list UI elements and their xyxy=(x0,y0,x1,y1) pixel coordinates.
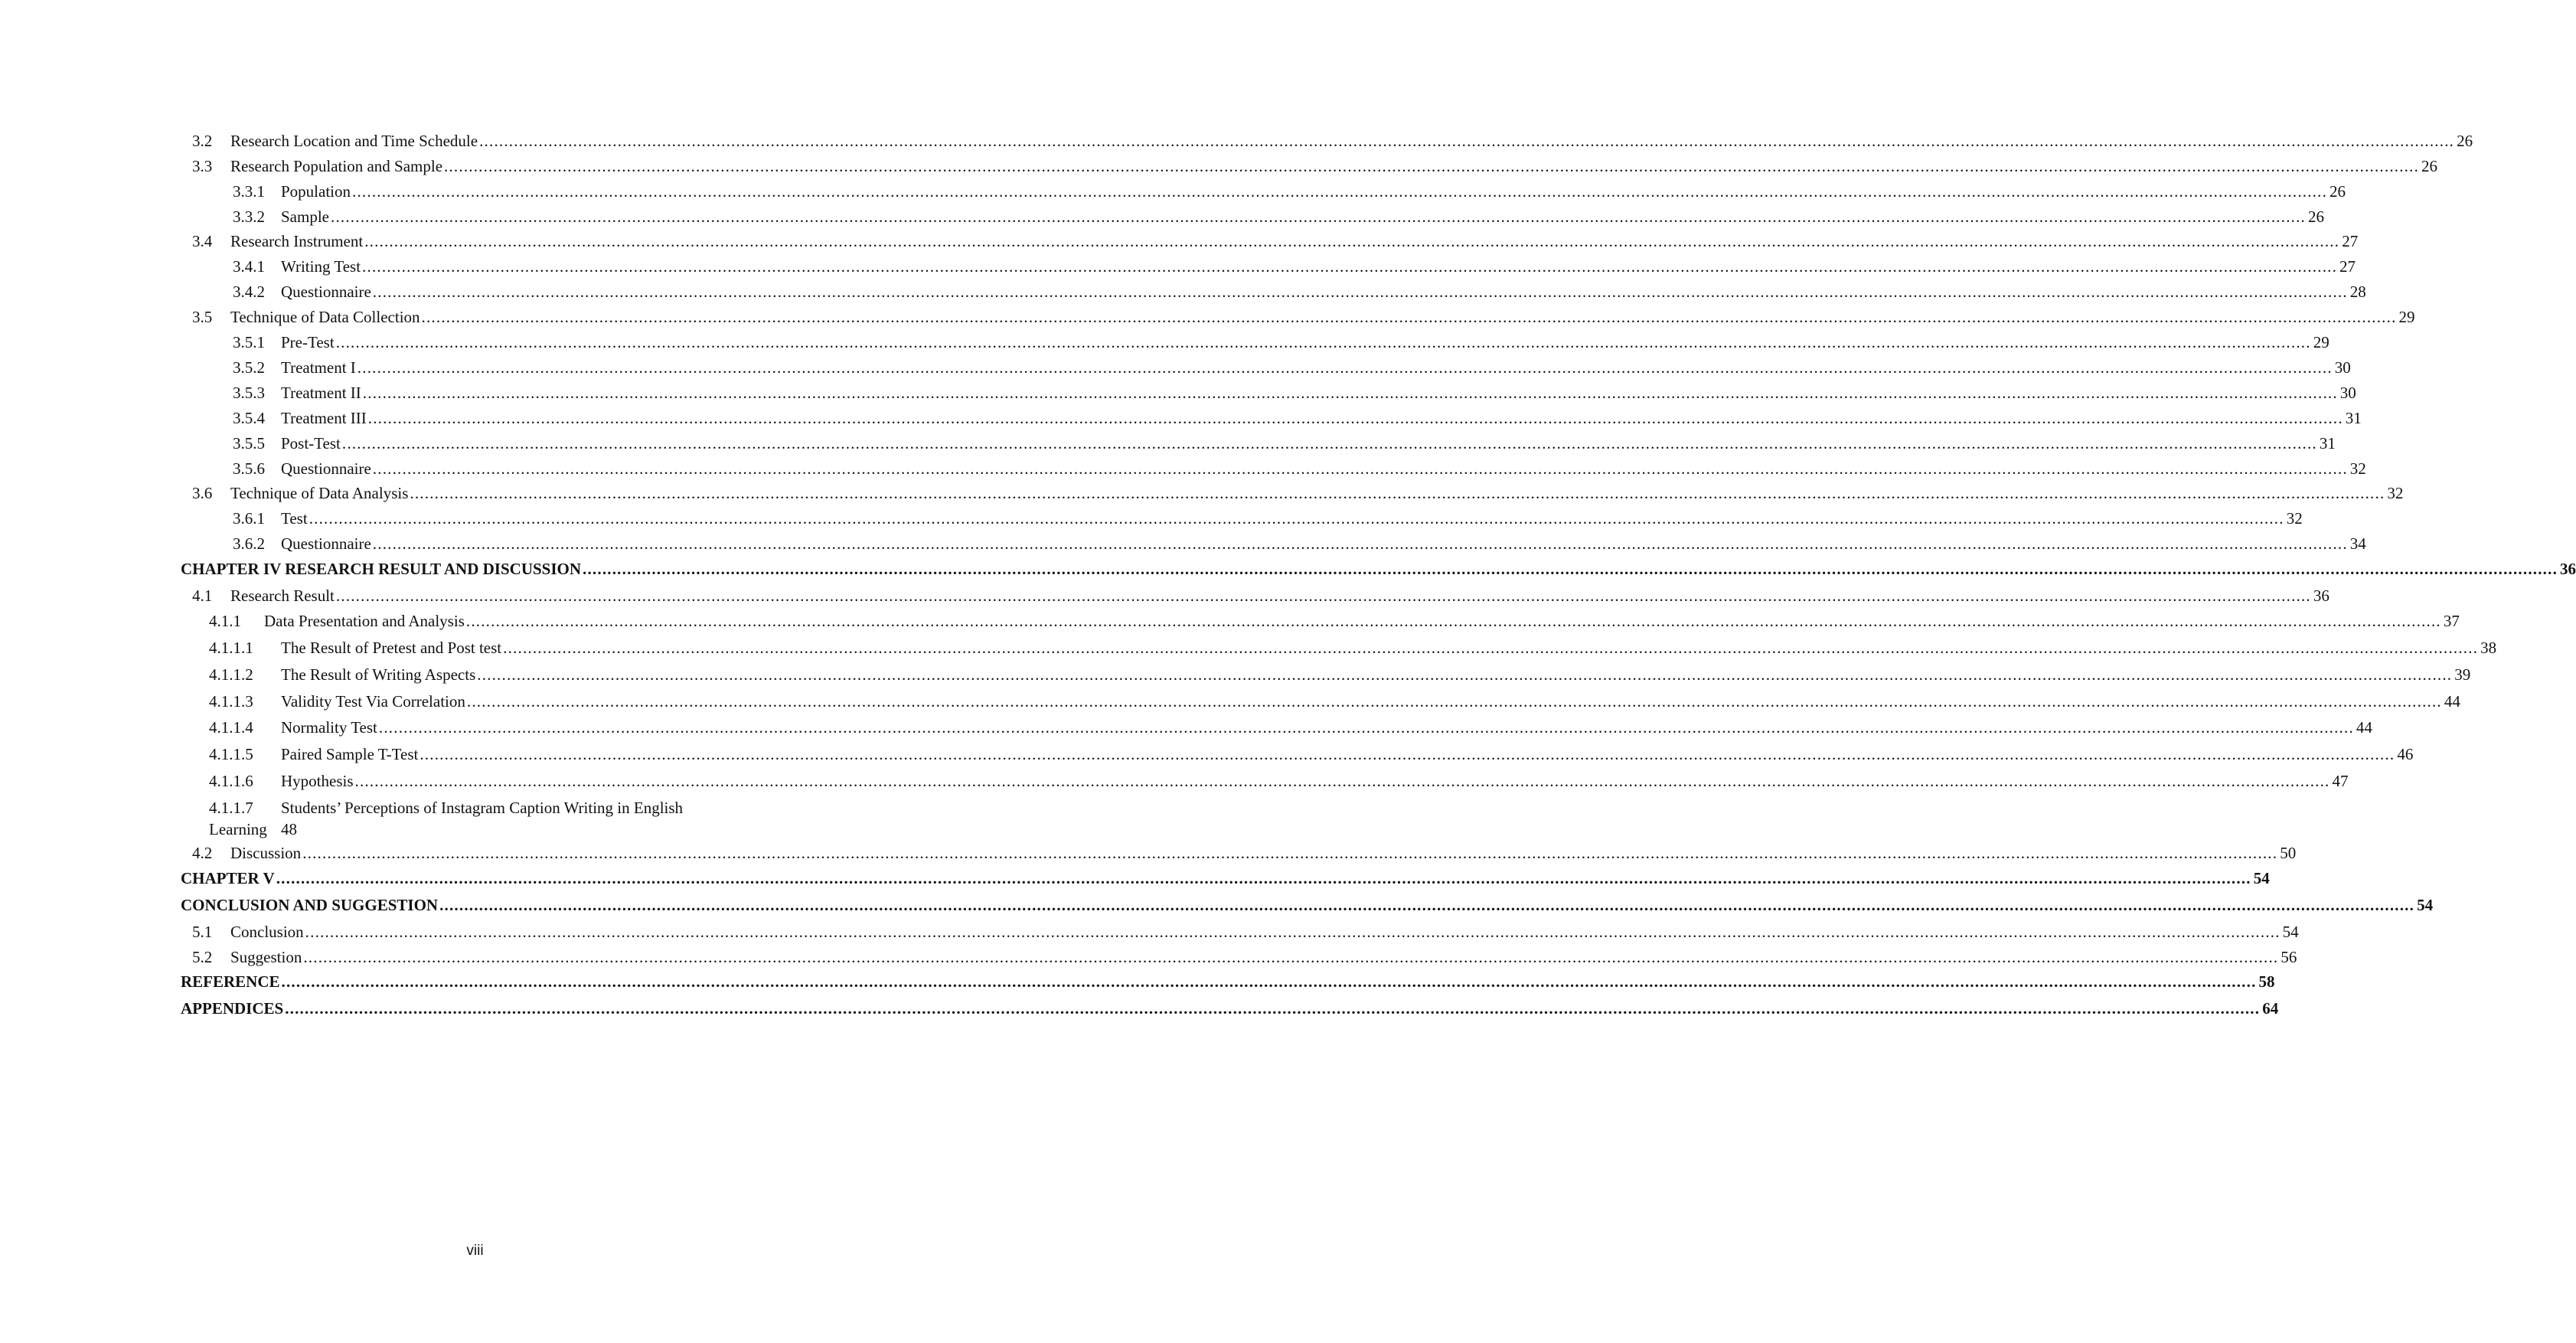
toc-entry[interactable] xyxy=(181,256,2356,277)
toc-entry-line xyxy=(281,508,2303,529)
toc-entry[interactable] xyxy=(181,921,2299,943)
toc-entry-number: 3.3 xyxy=(192,157,213,175)
toc-entry-title: CHAPTER V xyxy=(181,869,275,887)
toc-entry[interactable] xyxy=(181,797,810,840)
toc-entry-page: 27 xyxy=(2339,257,2356,276)
toc-entry-line xyxy=(230,482,2404,504)
toc-entry-title: Students’ Perceptions of Instagram Caption Writing in English xyxy=(281,799,684,817)
toc-entry-title: Test xyxy=(281,509,308,528)
toc-entry-title: REFERENCE xyxy=(181,972,280,991)
toc-entry-title: Questionnaire xyxy=(281,459,371,478)
toc-entry-page: 30 xyxy=(2334,358,2351,377)
toc-entry-number: 3.5.1 xyxy=(233,333,265,351)
toc-entry-title: Questionnaire xyxy=(281,283,371,301)
toc-entry-number: 3.6.2 xyxy=(233,534,265,553)
toc-entry-title: Population xyxy=(281,182,351,201)
dot-leader: ................................................................................................................................................................................................................................................................................................................................................................................................................ xyxy=(309,509,2284,528)
toc-entry[interactable] xyxy=(181,998,2279,1019)
dot-leader: ................................................................................................................................................................................................................................................................................................................................................................................................................ xyxy=(503,639,2479,657)
toc-entry-page: 30 xyxy=(2339,384,2356,402)
toc-entry-title: Conclusion xyxy=(230,923,304,941)
toc-entry-page: 28 xyxy=(2349,283,2366,301)
toc-entry-title: Research Instrument xyxy=(230,232,364,250)
toc-entry-number: 4.1.1.2 xyxy=(209,665,253,684)
dot-leader: ................................................................................................................................................................................................................................................................................................................................................................................................................ xyxy=(372,459,2348,478)
toc-entry[interactable] xyxy=(181,407,2362,429)
toc-entry-line xyxy=(181,971,2275,992)
toc-entry-number: 3.5.3 xyxy=(233,384,265,402)
toc-entry-title: Research Result xyxy=(230,587,335,605)
toc-entry-line xyxy=(230,155,2438,177)
toc-entry-page: 58 xyxy=(2258,972,2275,991)
toc-entry-title: Validity Test Via Correlation xyxy=(281,692,465,711)
toc-entry-page: 34 xyxy=(2349,534,2366,553)
dot-leader: ................................................................................................................................................................................................................................................................................................................................................................................................................ xyxy=(362,257,2338,276)
toc-entry-number: 3.4.1 xyxy=(233,257,265,276)
dot-leader: ................................................................................................................................................................................................................................................................................................................................................................................................................ xyxy=(583,560,2558,578)
toc-entry-page: 54 xyxy=(2253,869,2270,887)
toc-entry-title: Discussion xyxy=(230,844,302,862)
dot-leader: ................................................................................................................................................................................................................................................................................................................................................................................................................ xyxy=(362,384,2338,402)
toc-entry-line xyxy=(281,256,2356,277)
dot-leader: ................................................................................................................................................................................................................................................................................................................................................................................................................ xyxy=(410,484,2385,502)
toc-entry-line xyxy=(181,868,2270,889)
toc-entry-number: 4.1 xyxy=(192,587,213,605)
toc-entry[interactable] xyxy=(181,306,2415,328)
dot-leader: ................................................................................................................................................................................................................................................................................................................................................................................................................ xyxy=(276,869,2251,887)
dot-leader: ................................................................................................................................................................................................................................................................................................................................................................................................................ xyxy=(331,207,2306,226)
toc-entry-line xyxy=(230,585,2330,606)
toc-entry-title: Sample xyxy=(281,207,329,226)
toc-entry-page: 32 xyxy=(2387,484,2404,502)
toc-entry[interactable] xyxy=(181,868,2270,889)
toc-entry-line xyxy=(281,664,2471,685)
toc-entry-line xyxy=(281,717,2372,738)
toc-entry[interactable] xyxy=(181,743,2414,765)
toc-entry-page: 31 xyxy=(2319,434,2336,453)
toc-entry-page: 32 xyxy=(2349,459,2366,478)
dot-leader: ................................................................................................................................................................................................................................................................................................................................................................................................................ xyxy=(303,948,2279,966)
toc-entry-line xyxy=(181,998,2279,1019)
toc-entry-number: 3.6 xyxy=(192,484,213,502)
toc-entry-page: 44 xyxy=(2444,692,2460,711)
dot-leader: ................................................................................................................................................................................................................................................................................................................................................................................................................ xyxy=(364,232,2340,250)
toc-entry-number: 4.1.1.4 xyxy=(209,718,253,737)
toc-entry-page: 54 xyxy=(2417,896,2434,914)
toc-entry-title: Suggestion xyxy=(230,948,302,966)
dot-leader: ................................................................................................................................................................................................................................................................................................................................................................................................................ xyxy=(281,972,2257,991)
toc-entry-line xyxy=(281,637,2497,658)
toc-entry[interactable] xyxy=(181,130,2473,152)
toc-entry-title: Hypothesis xyxy=(281,772,354,790)
toc-entry-number: 5.2 xyxy=(192,948,213,966)
toc-entry[interactable] xyxy=(181,533,2366,554)
dot-leader: ................................................................................................................................................................................................................................................................................................................................................................................................................ xyxy=(466,692,2442,711)
toc-entry-title: CHAPTER IV RESEARCH RESULT AND DISCUSSION xyxy=(181,560,582,578)
toc-entry-line xyxy=(281,357,2351,378)
toc-entry[interactable] xyxy=(181,332,2330,353)
toc-entry[interactable] xyxy=(181,842,2297,864)
toc-entry[interactable] xyxy=(181,717,2372,738)
toc-entry-page: 27 xyxy=(2342,232,2359,250)
dot-leader: ................................................................................................................................................................................................................................................................................................................................................................................................................ xyxy=(420,745,2395,763)
dot-leader: ................................................................................................................................................................................................................................................................................................................................................................................................................ xyxy=(421,308,2397,326)
toc-entry[interactable] xyxy=(181,206,2324,227)
dot-leader: ................................................................................................................................................................................................................................................................................................................................................................................................................ xyxy=(477,665,2453,684)
toc-entry-line xyxy=(281,458,2366,479)
toc-entry-title: The Result of Writing Aspects xyxy=(281,665,476,684)
toc-entry-page: 32 xyxy=(2286,509,2303,528)
toc-entry-page: 26 xyxy=(2457,132,2473,150)
toc-entry[interactable] xyxy=(181,558,2576,580)
toc-entry-title: Data Presentation and Analysis xyxy=(264,612,465,630)
toc-entry-number: 3.3.2 xyxy=(233,207,265,226)
toc-entry-title: Treatment I xyxy=(281,358,356,377)
toc-entry-page: 48 xyxy=(281,820,297,838)
toc-entry-number: 5.1 xyxy=(192,923,213,941)
dot-leader: ................................................................................................................................................................................................................................................................................................................................................................................................................ xyxy=(354,772,2330,790)
toc-entry-title: CONCLUSION AND SUGGESTION xyxy=(181,896,439,914)
toc-entry-line xyxy=(281,691,2460,712)
toc-entry-title: APPENDICES xyxy=(181,999,284,1018)
toc-entry-title: Technique of Data Analysis xyxy=(230,484,409,502)
toc-entry-title: Treatment II xyxy=(281,384,361,402)
dot-leader: ................................................................................................................................................................................................................................................................................................................................................................................................................ xyxy=(479,132,2455,150)
toc-entry[interactable] xyxy=(181,458,2366,479)
dot-leader: ................................................................................................................................................................................................................................................................................................................................................................................................................ xyxy=(439,896,2415,914)
toc-entry[interactable] xyxy=(181,691,2460,712)
toc-entry-line xyxy=(281,743,2414,765)
dot-leader: ................................................................................................................................................................................................................................................................................................................................................................................................................ xyxy=(372,283,2348,301)
toc-entry[interactable] xyxy=(181,770,2349,792)
toc-entry-title: Treatment III xyxy=(281,409,367,427)
dot-leader: ................................................................................................................................................................................................................................................................................................................................................................................................................ xyxy=(305,923,2281,941)
toc-entry-line xyxy=(264,610,2460,632)
toc-entry-title: Normality Test xyxy=(281,718,377,737)
toc-entry-page: 54 xyxy=(2282,923,2299,941)
dot-leader: ................................................................................................................................................................................................................................................................................................................................................................................................................ xyxy=(302,844,2278,862)
toc-entry-number: 4.2 xyxy=(192,844,213,862)
toc-entry-title: Research Location and Time Schedule xyxy=(230,132,478,150)
toc-entry-number: 3.4 xyxy=(192,232,213,250)
dot-leader: ................................................................................................................................................................................................................................................................................................................................................................................................................ xyxy=(285,999,2261,1018)
toc-entry-number: 4.1.1.3 xyxy=(209,692,253,711)
toc-entry-line xyxy=(281,533,2366,554)
toc-entry-number: 3.5 xyxy=(192,308,213,326)
toc-entry-page: 26 xyxy=(2308,207,2324,226)
toc-entry[interactable] xyxy=(181,382,2356,404)
toc-entry-page: 46 xyxy=(2397,745,2414,763)
toc-entry-line xyxy=(181,558,2576,580)
toc-entry-line xyxy=(181,894,2434,916)
toc-entry-number: 4.1.1.5 xyxy=(209,745,253,763)
toc-entry-line xyxy=(230,130,2473,152)
toc-entry-line xyxy=(281,433,2336,454)
toc-entry[interactable] xyxy=(181,181,2346,202)
toc-entry[interactable] xyxy=(181,508,2303,529)
toc-entry[interactable] xyxy=(181,230,2359,252)
toc-entry-page: 29 xyxy=(2398,308,2415,326)
toc-entry-page: 38 xyxy=(2480,639,2497,657)
toc-entry-title: Research Population and Sample xyxy=(230,157,443,175)
toc-entry-number: 3.5.2 xyxy=(233,358,265,377)
toc-entry-title: Paired Sample T-Test xyxy=(281,745,419,763)
toc-entry[interactable] xyxy=(181,155,2438,177)
toc-entry-line xyxy=(281,332,2330,353)
toc-entry-page: 39 xyxy=(2454,665,2471,684)
toc-entry-line xyxy=(281,281,2366,302)
toc-entry[interactable] xyxy=(181,637,2497,658)
toc-entry-line xyxy=(281,382,2356,404)
dot-leader: ................................................................................................................................................................................................................................................................................................................................................................................................................ xyxy=(465,612,2441,630)
toc-entry-title: Writing Test xyxy=(281,257,361,276)
toc-entry[interactable] xyxy=(181,281,2366,302)
toc-entry[interactable] xyxy=(181,610,2460,632)
toc-entry-number: 4.1.1.1 xyxy=(209,639,253,657)
toc-entry[interactable] xyxy=(181,971,2275,992)
toc-entry-page: 31 xyxy=(2345,409,2362,427)
toc-entry-title: Technique of Data Collection xyxy=(230,308,420,326)
toc-entry-page: 64 xyxy=(2262,999,2279,1018)
toc-entry[interactable] xyxy=(181,482,2404,504)
toc-entry-title: Questionnaire xyxy=(281,534,371,553)
toc-entry-line xyxy=(230,921,2299,943)
toc-entry-line xyxy=(281,181,2346,202)
toc-entry[interactable] xyxy=(181,585,2330,606)
toc-entry-number: 4.1.1 xyxy=(209,612,241,630)
toc-entry-page: 56 xyxy=(2281,948,2297,966)
toc-entry-line xyxy=(230,306,2415,328)
toc-entry-line xyxy=(230,230,2359,252)
dot-leader: ................................................................................................................................................................................................................................................................................................................................................................................................................ xyxy=(444,157,2420,175)
toc-entry[interactable] xyxy=(181,433,2336,454)
toc-entry-line xyxy=(281,770,2349,792)
toc-entry-title-continuation: Learning xyxy=(209,820,267,838)
toc-entry[interactable] xyxy=(181,894,2434,916)
toc-entry-number: 4.1.1.7 xyxy=(209,799,253,817)
toc-entry-page: 47 xyxy=(2332,772,2349,790)
toc-entry-title: The Result of Pretest and Post test xyxy=(281,639,502,657)
toc-entry-number: 3.3.1 xyxy=(233,182,265,201)
dot-leader: ................................................................................................................................................................................................................................................................................................................................................................................................................ xyxy=(367,409,2343,427)
toc-entry-page: 36 xyxy=(2313,587,2330,605)
toc-entry-title: Post-Test xyxy=(281,434,341,453)
dot-leader: ................................................................................................................................................................................................................................................................................................................................................................................................................ xyxy=(352,182,2328,201)
dot-leader: ................................................................................................................................................................................................................................................................................................................................................................................................................ xyxy=(341,434,2317,453)
page-number: viii xyxy=(466,1243,484,1259)
toc-entry-page: 36 xyxy=(2560,560,2576,578)
toc-entry[interactable] xyxy=(181,946,2297,968)
toc-entry-page: 50 xyxy=(2280,844,2297,862)
dot-leader: ................................................................................................................................................................................................................................................................................................................................................................................................................ xyxy=(335,587,2311,605)
toc-entry-number: 3.5.6 xyxy=(233,459,265,478)
toc-entry-number: 3.2 xyxy=(192,132,213,150)
toc-entry-page: 26 xyxy=(2421,157,2438,175)
toc-entry-line xyxy=(230,842,2297,864)
toc-entry-number: 3.5.4 xyxy=(233,409,265,427)
toc-entry[interactable] xyxy=(181,664,2471,685)
toc-entry-title: Pre-Test xyxy=(281,333,335,351)
dot-leader: ................................................................................................................................................................................................................................................................................................................................................................................................................ xyxy=(357,358,2333,377)
toc-entry-line xyxy=(281,206,2324,227)
toc-entry-line xyxy=(230,946,2297,968)
toc-entry-line xyxy=(281,407,2362,429)
dot-leader: ................................................................................................................................................................................................................................................................................................................................................................................................................ xyxy=(378,718,2354,737)
toc-entry[interactable] xyxy=(181,357,2351,378)
toc-entry-page: 37 xyxy=(2443,612,2460,630)
dot-leader: ................................................................................................................................................................................................................................................................................................................................................................................................................ xyxy=(372,534,2348,553)
toc-entry-page: 26 xyxy=(2330,182,2346,201)
toc-entry-page: 29 xyxy=(2313,333,2330,351)
toc-entry-number: 4.1.1.6 xyxy=(209,772,253,790)
dot-leader: ................................................................................................................................................................................................................................................................................................................................................................................................................ xyxy=(335,333,2311,351)
toc-entry-number: 3.5.5 xyxy=(233,434,265,453)
toc-entry-number: 3.4.2 xyxy=(233,283,265,301)
toc-entry-page: 44 xyxy=(2356,718,2372,737)
toc-entry-number: 3.6.1 xyxy=(233,509,265,528)
